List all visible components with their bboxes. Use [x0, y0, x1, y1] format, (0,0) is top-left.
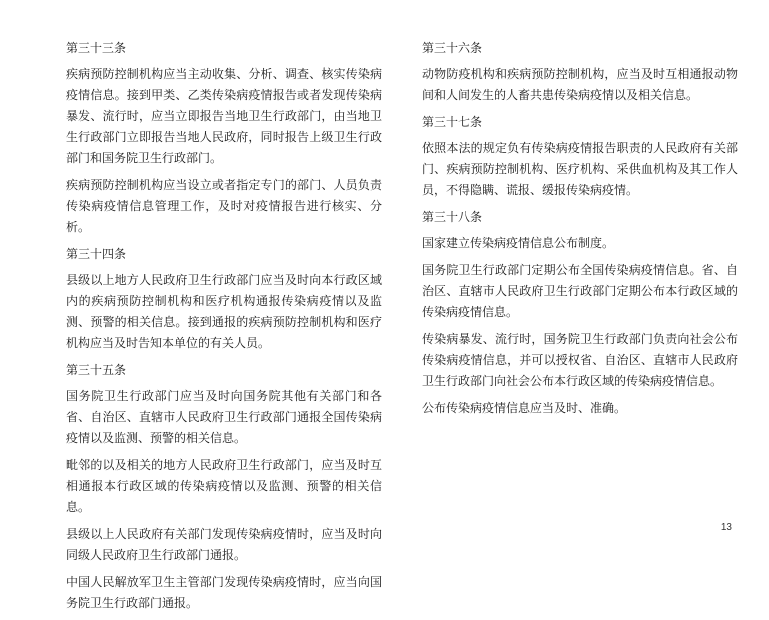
article-33 — [66, 38, 382, 238]
article-34 — [66, 244, 382, 354]
article-38 — [422, 207, 738, 419]
paragraph: 传染病暴发、流行时，国务院卫生行政部门负责向社会公布传染病疫情信息，并可以授权省、自治区、直辖市人民政府卫生行政部门向社会公布本行政区域的传染病疫情信息。 — [422, 332, 738, 388]
article-title: 第三十五条 — [66, 363, 127, 377]
article-37 — [422, 112, 738, 201]
paragraph: 疾病预防控制机构应当设立或者指定专门的部门、人员负责传染病疫情信息管理工作，及时对疫情报告进行核实、分析。 — [66, 178, 382, 234]
paragraph: 县级以上人民政府有关部门发现传染病疫情时，应当及时向同级人民政府卫生行政部门通报。 — [66, 527, 382, 562]
paragraph: 中国人民解放军卫生主管部门发现传染病疫情时，应当向国务院卫生行政部门通报。 — [66, 575, 382, 610]
paragraph: 动物防疫机构和疾病预防控制机构，应当及时互相通报动物间和人间发生的人畜共患传染病疫情以及相关信息。 — [422, 67, 738, 102]
paragraph: 依照本法的规定负有传染病疫情报告职责的人民政府有关部门、疾病预防控制机构、医疗机构、采供血机构及其工作人员，不得隐瞒、谎报、缓报传染病疫情。 — [422, 141, 738, 197]
article-title: 第三十四条 — [66, 247, 127, 261]
paragraph: 国务院卫生行政部门应当及时向国务院其他有关部门和各省、自治区、直辖市人民政府卫生行政部门通报全国传染病疫情以及监测、预警的相关信息。 — [66, 389, 382, 445]
paragraph: 国务院卫生行政部门定期公布全国传染病疫情信息。省、自治区、直辖市人民政府卫生行政部门定期公布本行政区域的传染病疫情信息。 — [422, 263, 738, 319]
article-title: 第三十三条 — [66, 41, 127, 55]
article-title: 第三十八条 — [422, 210, 483, 224]
paragraph: 县级以上地方人民政府卫生行政部门应当及时向本行政区域内的疾病预防控制机构和医疗机构通报传染病疫情以及监测、预警的相关信息。接到通报的疾病预防控制机构和医疗机构应当及时告知本单位的有关人员。 — [66, 273, 382, 350]
paragraph: 国家建立传染病疫情信息公布制度。 — [422, 236, 615, 250]
article-36 — [422, 38, 738, 106]
article-title: 第三十六条 — [422, 41, 483, 55]
paragraph: 公布传染病疫情信息应当及时、准确。 — [422, 401, 627, 415]
article-35 — [66, 360, 382, 614]
right-column — [422, 38, 738, 425]
page-number: 13 — [720, 522, 732, 533]
article-title: 第三十七条 — [422, 115, 483, 129]
left-column — [66, 38, 382, 620]
paragraph: 疾病预防控制机构应当主动收集、分析、调查、核实传染病疫情信息。接到甲类、乙类传染病疫情报告或者发现传染病暴发、流行时，应当立即报告当地卫生行政部门，由当地卫生行政部门立即报告当地人民政府，同时报告上级卫生行政部门和国务院卫生行政部门。 — [66, 67, 382, 165]
paragraph: 毗邻的以及相关的地方人民政府卫生行政部门，应当及时互相通报本行政区域的传染病疫情以及监测、预警的相关信息。 — [66, 458, 382, 514]
